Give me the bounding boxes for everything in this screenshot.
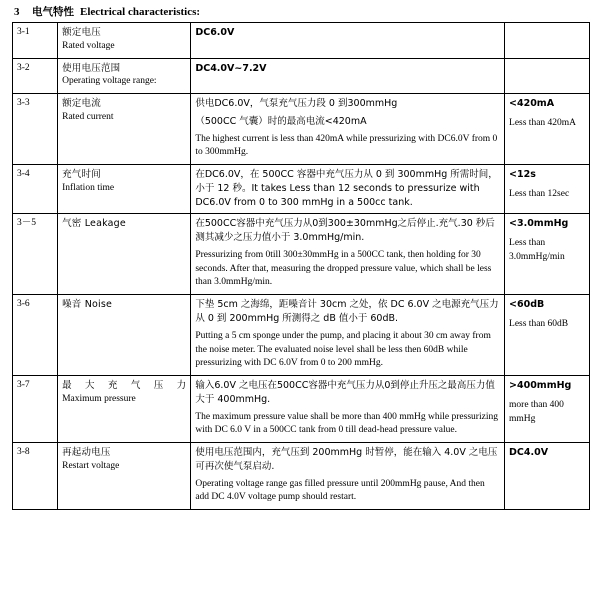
row-description-line: The highest current is less than 420mA while pressurizing with DC6.0V from 0 to 300mmHg. — [195, 133, 498, 158]
row-description-line: Operating voltage range gas filled pressure until 200mmHg pause, And then add DC 4.0V voltage pump should restart. — [195, 478, 485, 503]
row-name-english: Restart voltage — [62, 460, 120, 471]
row-value — [505, 443, 590, 510]
table-row — [13, 443, 590, 510]
row-description-line: 使用电压范围内，充气压到 200mmHg 时暂停，能在输入 4.0V 之电压可再次使气泵启动. — [195, 447, 498, 472]
row-id: 3-3 — [13, 94, 58, 165]
row-description-line: 供电DC6.0V，气泵充气压力段 0 到300mmHg — [195, 98, 398, 110]
row-description — [191, 165, 505, 214]
row-value-sub: Less than 60dB — [509, 319, 569, 330]
row-value-sub: Less than 12sec — [509, 188, 570, 199]
row-name-english: Rated current — [62, 111, 114, 122]
row-value-main: DC4.0V — [509, 447, 549, 459]
row-description-line: 在DC6.0V，在 500CC 容器中充气压力从 0 到 300mmHg 所需时间，小于 12 秒。It takes Less than 12 seconds to pressurize with DC6.0V from 0 to 300 mmHg in a 500cc tank. — [195, 169, 498, 208]
row-name-chinese: 气密 Leakage — [62, 218, 126, 230]
row-id: 3-8 — [13, 443, 58, 510]
row-id: 3-2 — [13, 58, 58, 94]
table-row — [13, 214, 590, 295]
row-name-chinese: 额定电流 — [62, 98, 101, 110]
row-description-line: 下垫 5cm 之海绵，距噪音计 30cm 之处，依 DC 6.0V 之电源充气压力从 0 到 200mmHg 所测得之 dB 值小于 60dB. — [195, 299, 499, 325]
row-name — [58, 94, 191, 165]
row-description — [191, 295, 505, 376]
row-description-line: （500CC 气囊）时的最高电流<420mA — [195, 115, 367, 127]
row-description-line: DC4.0V~7.2V — [195, 62, 267, 74]
section-title-english: Electrical characteristics: — [80, 6, 201, 18]
row-value-main: <12s — [509, 169, 536, 181]
electrical-characteristics-table — [12, 22, 590, 510]
row-name-chinese: 使用电压范围 — [62, 62, 121, 74]
row-value-main: <3.0mmHg — [509, 218, 569, 230]
row-description — [191, 23, 505, 59]
row-name-chinese: 最 大 充 气 压 力 — [62, 380, 187, 392]
table-row — [13, 58, 590, 94]
row-id: 3-7 — [13, 376, 58, 443]
row-value-main: >400mmHg — [509, 380, 572, 392]
row-value-sub: Less than 3.0mmHg/min — [509, 238, 565, 262]
table-row — [13, 94, 590, 165]
row-value — [505, 23, 590, 59]
row-description-line: DC6.0V — [195, 27, 235, 38]
section-number: 3 — [14, 6, 20, 18]
row-description — [191, 58, 505, 94]
row-description-line: Putting a 5 cm sponge under the pump, and placing it about 30 cm away from the noise meter. The evaluated noise level shall be less then 60dB while pressurizing with DC 6.0V from 0 to 200 mmHg. — [195, 330, 491, 369]
row-value-sub: Less than 420mA — [509, 117, 577, 128]
row-value — [505, 214, 590, 295]
row-description-line: Pressurizing from 0till 300±30mmHg in a 500CC tank, then holding for 30 seconds. After that, measuring the dropped pressure value, which shall be less than 3.0mmHg/min. — [195, 249, 492, 288]
row-description — [191, 214, 505, 295]
row-description-line: 输入6.0V 之电压在500CC容器中充气压力从0到停止升压之最高压力值大于 400mmHg. — [195, 380, 495, 405]
row-name-chinese: 额定电压 — [62, 27, 101, 38]
row-name-english: Operating voltage range: — [62, 76, 157, 87]
row-value — [505, 165, 590, 214]
table-row — [13, 165, 590, 214]
row-name — [58, 443, 191, 510]
row-name — [58, 23, 191, 59]
row-name — [58, 376, 191, 443]
table-row — [13, 23, 590, 59]
row-description — [191, 443, 505, 510]
row-value — [505, 376, 590, 443]
section-heading — [14, 4, 590, 19]
row-name — [58, 214, 191, 295]
row-description — [191, 376, 505, 443]
row-id: 3-1 — [13, 23, 58, 59]
row-value — [505, 58, 590, 94]
row-description-line: The maximum pressure value shall be more than 400 mmHg while pressurizing with DC 6.0 V in a 500CC tank from 0 till dead-head pressure value. — [195, 411, 498, 436]
row-name — [58, 295, 191, 376]
row-name — [58, 165, 191, 214]
row-description — [191, 94, 505, 165]
row-name-english: Inflation time — [62, 182, 115, 193]
row-name — [58, 58, 191, 94]
row-name-chinese: 充气时间 — [62, 169, 101, 181]
row-name-chinese: 噪音 Noise — [62, 299, 113, 311]
row-id: 3-4 — [13, 165, 58, 214]
row-value-main: <60dB — [509, 299, 545, 311]
row-name-english: Maximum pressure — [62, 393, 136, 404]
row-value-sub: more than 400 mmHg — [509, 399, 564, 424]
row-name-english: Rated voltage — [62, 40, 115, 51]
section-title-chinese: 电气特性 — [32, 6, 74, 18]
row-value — [505, 295, 590, 376]
table-row — [13, 376, 590, 443]
table-row — [13, 295, 590, 376]
row-value — [505, 94, 590, 165]
row-name-chinese: 再起动电压 — [62, 447, 111, 459]
row-id: 3-6 — [13, 295, 58, 376]
row-value-main: <420mA — [509, 98, 555, 110]
row-id: 3－5 — [13, 214, 58, 295]
row-description-line: 在500CC容器中充气压力从0到300±30mmHg之后停止.充气.30 秒后测其减少之压力值小于 3.0mmHg/min. — [195, 218, 495, 244]
